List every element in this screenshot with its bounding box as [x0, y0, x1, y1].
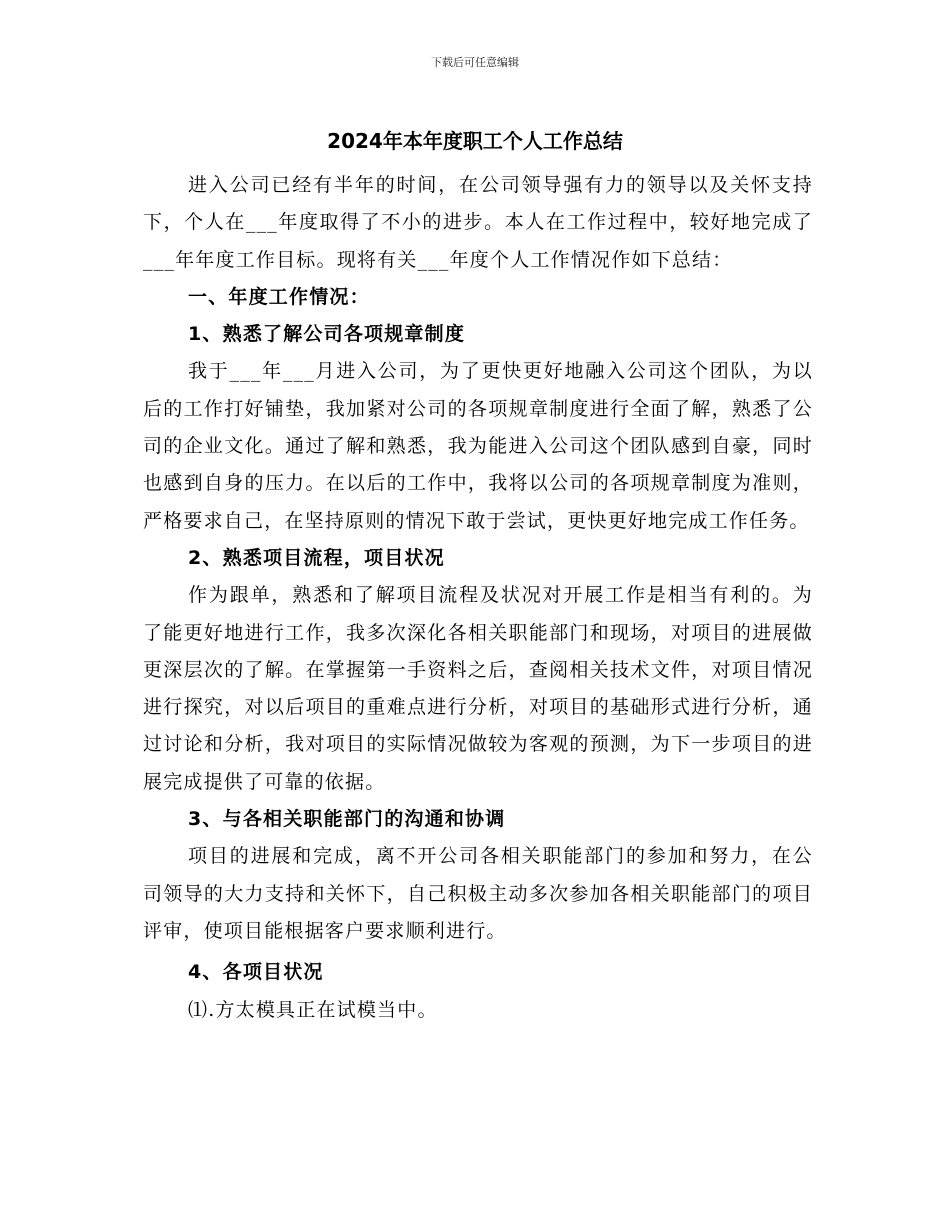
subheading-communication: 3、与各相关职能部门的沟通和协调 [188, 808, 506, 831]
intro-paragraph: 进入公司已经有半年的时间，在公司领导强有力的领导以及关怀支持下，个人在___年度取得了不小的进步。本人在工作过程中，较好地完成了___年年度工作目标。现将有关___年度个人工作情况作如下总结： [143, 174, 813, 271]
paragraph-communication: 项目的进展和完成，离不开公司各相关职能部门的参加和努力，在公司领导的大力支持和关怀下，自己积极主动多次参加各相关职能部门的项目评审，使项目能根据客户要求顺利进行。 [143, 845, 813, 942]
page-header: 下载后可任意编辑 [431, 56, 519, 69]
subheading-project-status: 4、各项目状况 [188, 961, 324, 984]
document-title: 2024年本年度职工个人工作总结 [327, 129, 623, 153]
paragraph-regulations: 我于___年___月进入公司，为了更快更好地融入公司这个团队，为以后的工作打好铺垫，我加紧对公司的各项规章制度进行全面了解，熟悉了公司的企业文化。通过了解和熟悉，我为能进入公司这个团队感到自豪，同时也感到自身的压力。在以后的工作中，我将以公司的各项规章制度为准则，严格要求自己，在坚持原则的情况下敢于尝试，更快更好地完成工作任务。 [143, 360, 813, 532]
list-item-project-status: ⑴.方太模具正在试模当中。 [188, 998, 438, 1021]
paragraph-project-process: 作为跟单，熟悉和了解项目流程及状况对开展工作是相当有利的。为了能更好地进行工作，我多次深化各相关职能部门和现场，对项目的进展做更深层次的了解。在掌握第一手资料之后，查阅相关技术文件，对项目情况进行探究，对以后项目的重难点进行分析，对项目的基础形式进行分析，通过讨论和分析，我对项目的实际情况做较为客观的预测，为下一步项目的进展完成提供了可靠的依据。 [143, 584, 813, 793]
subheading-project-process: 2、熟悉项目流程，项目状况 [188, 546, 445, 569]
subheading-regulations: 1、熟悉了解公司各项规章制度 [188, 323, 466, 346]
document-body [143, 167, 813, 1029]
section-heading-annual-work: 一、年度工作情况： [188, 285, 370, 308]
